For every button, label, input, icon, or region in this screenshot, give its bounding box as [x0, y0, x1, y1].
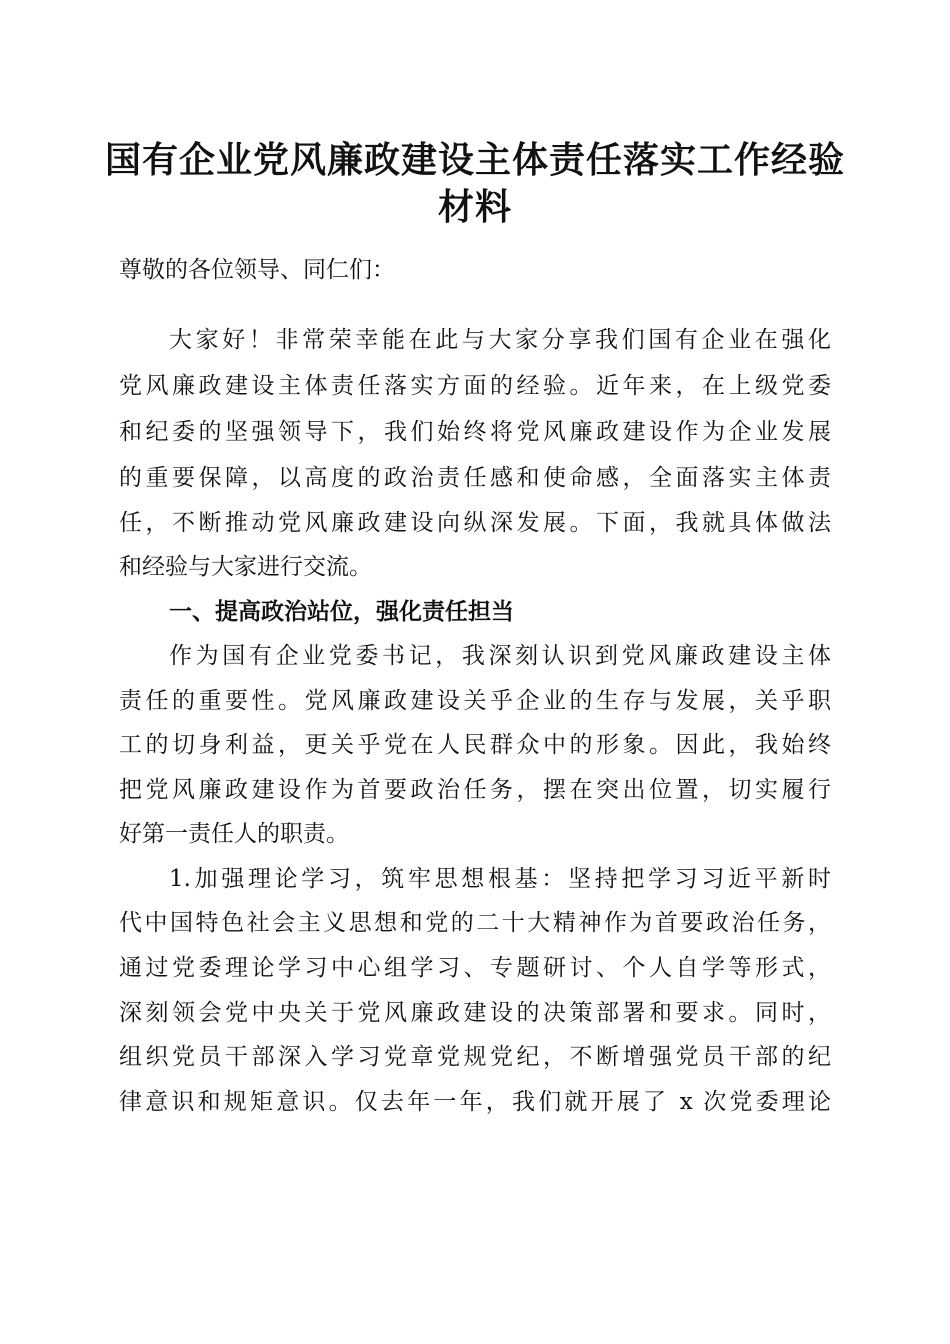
intro-line: 和经验与大家进行交流。 [119, 554, 372, 580]
section-1-line: 工的切身利益，更关乎党在人民群众中的形象。因此，我始终 [119, 732, 831, 758]
item-1-line: 组织党员干部深入学习党章党规党纪，不断增强党员干部的纪 [119, 1044, 831, 1070]
salutation: 尊敬的各位领导、同仁们： [119, 257, 395, 283]
section-1-line: 好第一责任人的职责。 [119, 821, 349, 847]
document-title-line-2: 材料 [437, 186, 512, 228]
section-1-line: 责任的重要性。党风廉政建设关乎企业的生存与发展，关乎职 [119, 688, 831, 714]
section-1-line: 作为国有企业党委书记，我深刻认识到党风廉政建设主体 [169, 643, 831, 669]
intro-line: 党风廉政建设主体责任落实方面的经验。近年来，在上级党委 [119, 373, 831, 399]
section-1-line: 把党风廉政建设作为首要政治任务，摆在突出位置，切实履行 [119, 777, 831, 803]
item-1-line: 代中国特色社会主义思想和党的二十大精神作为首要政治任务， [119, 910, 831, 936]
intro-line: 和纪委的坚强领导下，我们始终将党风廉政建设作为企业发展 [119, 419, 831, 445]
item-1-line: 深刻领会党中央关于党风廉政建设的决策部署和要求。同时， [119, 1000, 831, 1026]
section-1-heading: 一、提高政治站位，强化责任担当 [169, 599, 514, 625]
intro-line: 大家好！非常荣幸能在此与大家分享我们国有企业在强化 [169, 327, 831, 353]
item-1-line: 律意识和规矩意识。仅去年一年，我们就开展了 x 次党委理论 [119, 1089, 831, 1115]
item-1-line: 通过党委理论学习中心组学习、专题研讨、个人自学等形式， [119, 955, 831, 981]
item-1-line: 1.加强理论学习，筑牢思想根基：坚持把学习习近平新时 [169, 866, 831, 892]
intro-line: 任，不断推动党风廉政建设向纵深发展。下面，我就具体做法 [119, 510, 831, 536]
intro-line: 的重要保障，以高度的政治责任感和使命感，全面落实主体责 [119, 465, 831, 491]
document-title-line-1: 国有企业党风廉政建设主体责任落实工作经验 [104, 139, 845, 181]
